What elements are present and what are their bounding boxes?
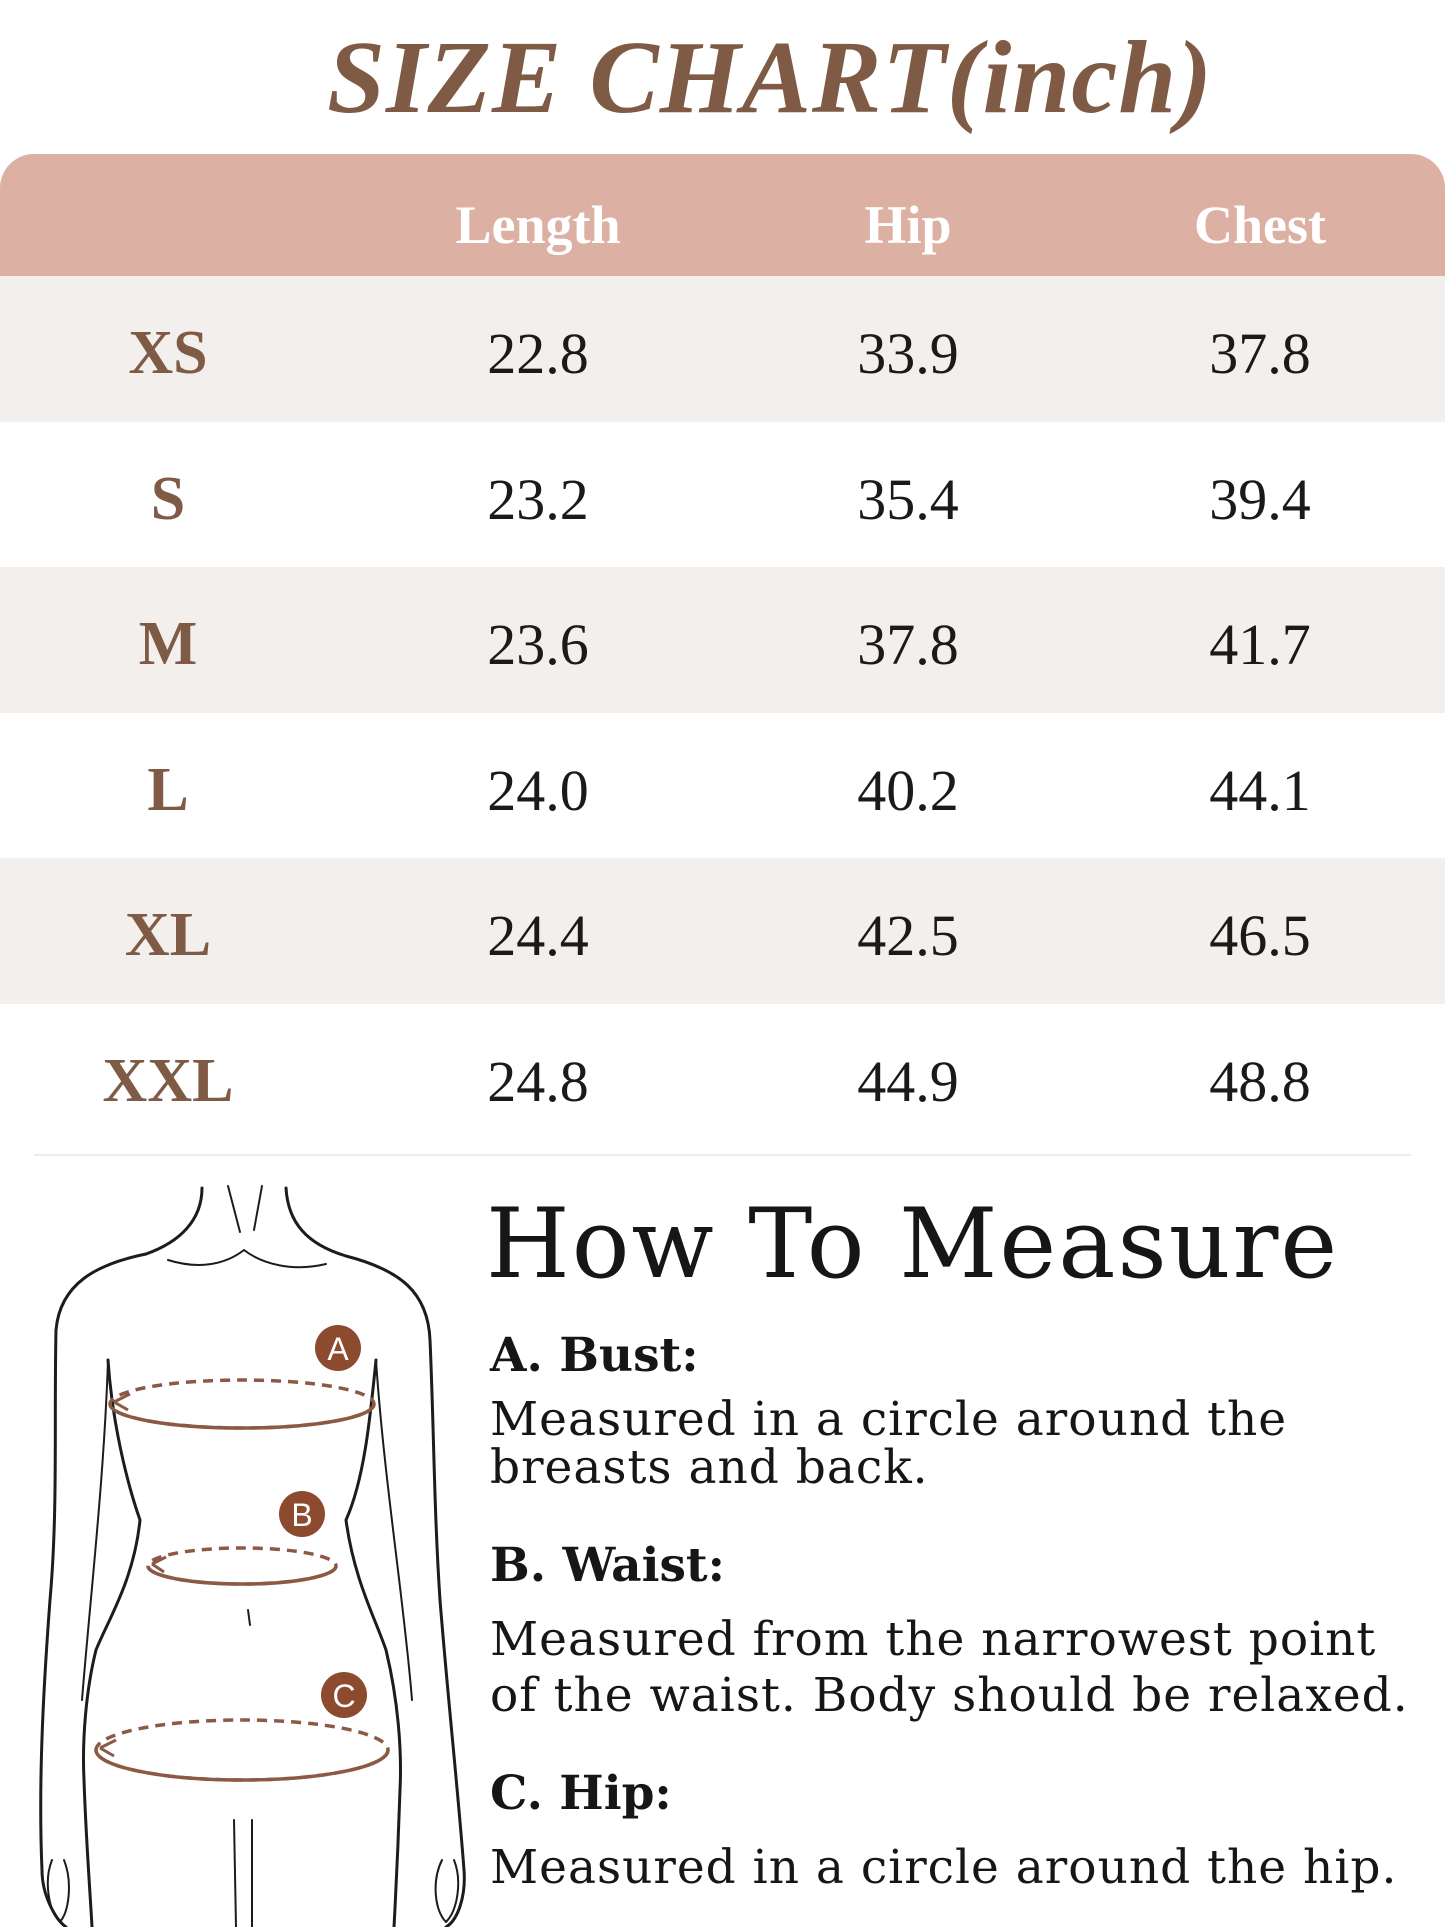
size-label: XXL bbox=[102, 1046, 234, 1115]
size-label: S bbox=[150, 464, 186, 533]
marker-c-icon bbox=[321, 1672, 367, 1718]
bust-title: A. Bust: bbox=[490, 1328, 699, 1383]
description-line: Measured in a circle around the hip. bbox=[490, 1840, 1398, 1895]
collarbone-line bbox=[168, 1250, 326, 1267]
leg-line bbox=[234, 1820, 236, 1927]
neck-right-outline bbox=[286, 1188, 346, 1256]
marker-b-icon bbox=[279, 1491, 325, 1537]
right-torso-outline bbox=[346, 1360, 400, 1927]
left-torso-outline bbox=[84, 1360, 141, 1927]
length-value: 24.0 bbox=[487, 757, 589, 823]
marker-a-letter: A bbox=[327, 1331, 349, 1367]
size-label: M bbox=[138, 610, 198, 678]
hip-value: 44.9 bbox=[857, 1048, 959, 1114]
table-header bbox=[0, 154, 1445, 276]
hip-value: 33.9 bbox=[857, 321, 959, 386]
header-hip: Hip bbox=[864, 195, 952, 255]
left-hand bbox=[48, 1860, 69, 1922]
size-table bbox=[0, 154, 1445, 1149]
description-line: Measured from the narrowest point bbox=[490, 1612, 1377, 1667]
description-line: breasts and back. bbox=[490, 1440, 929, 1495]
chest-value: 39.4 bbox=[1209, 466, 1311, 532]
length-value: 22.8 bbox=[487, 321, 589, 386]
header-length: Length bbox=[455, 195, 621, 255]
table-row bbox=[0, 1004, 1445, 1150]
hip-description bbox=[490, 1842, 1440, 1894]
size-label: XL bbox=[124, 901, 212, 969]
size-label: L bbox=[147, 755, 189, 824]
left-arm-outline bbox=[41, 1254, 146, 1927]
waist-description bbox=[490, 1614, 1440, 1722]
how-to-measure-heading: How To Measure bbox=[486, 1188, 1340, 1300]
neck-line bbox=[228, 1186, 240, 1232]
hip-value: 42.5 bbox=[857, 903, 959, 968]
waist-ellipse-front bbox=[148, 1566, 336, 1584]
length-value: 23.6 bbox=[487, 612, 589, 677]
table-row bbox=[0, 713, 1445, 859]
header-chest: Chest bbox=[1194, 195, 1326, 255]
marker-b-letter: B bbox=[291, 1497, 313, 1533]
bust-description bbox=[490, 1394, 1440, 1494]
size-label: XS bbox=[128, 319, 208, 387]
chest-value: 48.8 bbox=[1209, 1048, 1311, 1114]
table-row bbox=[0, 858, 1445, 1004]
hip-value: 37.8 bbox=[857, 612, 959, 677]
length-value: 24.8 bbox=[487, 1048, 589, 1114]
navel-mark bbox=[248, 1610, 250, 1625]
table-row bbox=[0, 276, 1445, 422]
hip-value: 35.4 bbox=[857, 466, 959, 532]
length-value: 24.4 bbox=[487, 903, 589, 968]
table-row bbox=[0, 567, 1445, 713]
right-hand bbox=[436, 1860, 459, 1922]
chest-value: 41.7 bbox=[1209, 612, 1311, 677]
hip-title: C. Hip: bbox=[490, 1766, 672, 1821]
right-inner-arm bbox=[376, 1360, 412, 1700]
bust-ellipse-front bbox=[110, 1404, 374, 1428]
chest-value: 44.1 bbox=[1209, 757, 1311, 823]
hip-arrow-icon bbox=[100, 1740, 116, 1756]
hip-value: 40.2 bbox=[857, 757, 959, 823]
waist-title: B. Waist: bbox=[490, 1538, 725, 1593]
section-divider bbox=[34, 1154, 1411, 1156]
bust-arrow-icon bbox=[114, 1394, 130, 1410]
description-line: Measured in a circle around the bbox=[490, 1392, 1288, 1447]
chest-value: 37.8 bbox=[1209, 321, 1311, 386]
length-value: 23.2 bbox=[487, 466, 589, 532]
neck-line bbox=[254, 1186, 262, 1230]
marker-a-icon bbox=[315, 1325, 361, 1371]
body-figure-illustration bbox=[30, 1180, 480, 1927]
description-line: of the waist. Body should be relaxed. bbox=[490, 1668, 1409, 1723]
chest-value: 46.5 bbox=[1209, 903, 1311, 968]
page-title: SIZE CHART(inch) bbox=[327, 20, 1213, 135]
marker-c-letter: C bbox=[332, 1678, 356, 1714]
table-row bbox=[0, 422, 1445, 568]
neck-left-outline bbox=[146, 1188, 202, 1254]
hip-ellipse-front bbox=[96, 1750, 388, 1780]
